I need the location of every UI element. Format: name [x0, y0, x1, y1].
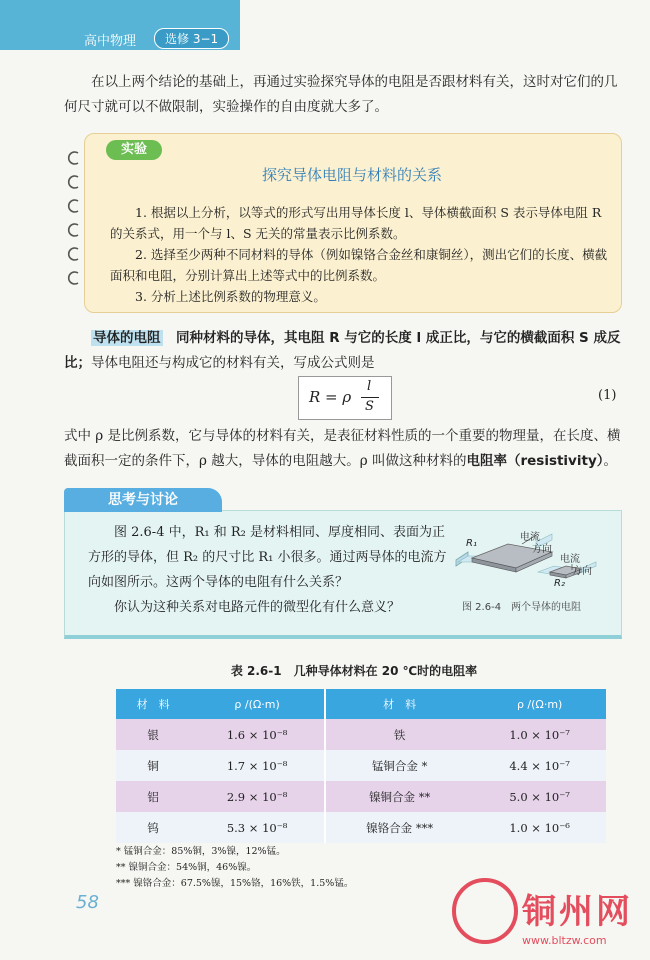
table-cell: 2.9 × 10⁻⁸: [190, 781, 325, 812]
experiment-step-2: 2. 选择至少两种不同材料的导体（例如镍铬合金丝和康铜丝），测出它们的长度、横截面积和电阻，分别计算出上述等式中的比例系数。: [110, 247, 608, 283]
page-number: 58: [76, 892, 99, 913]
table-footnotes: [116, 844, 353, 892]
resistivity-end: 。: [603, 453, 617, 469]
discussion-text: [88, 520, 448, 620]
watermark-name: 铜州网: [522, 892, 633, 932]
spiral-binding-icon: [64, 150, 82, 164]
watermark-logo-icon: [452, 878, 518, 944]
table-header: ρ /(Ω·m): [190, 689, 325, 719]
experiment-step-1: 1. 根据以上分析，以等式的形式写出用导体长度 l、导体横截面积 S 表示导体电阻 R 的关系式，用一个与 l、S 无关的常量表示比例系数。: [110, 205, 602, 241]
spiral-binding-icon: [64, 270, 82, 284]
table-caption: 表 2.6-1 几种导体材料在 20 ℃时的电阻率: [230, 664, 478, 678]
table-header: 材 料: [325, 689, 473, 719]
footnote: *** 镍铬合金：67.5%镍，15%铬，16%铁，1.5%锰。: [116, 878, 354, 889]
experiment-step-3: 3. 分析上述比例系数的物理意义。: [135, 289, 326, 304]
resistivity-text: 式中 ρ 是比例系数，它与导体的材料有关，是表征材料性质的一个重要的物理量，在长度、横截面积一定的条件下，ρ 越大，导体的电阻越大。ρ 叫做这种材料的: [64, 428, 621, 469]
footnote: * 锰铜合金：85%铜，3%镍，12%锰。: [116, 846, 286, 857]
table-row: [116, 750, 606, 781]
table-cell: 镍铜合金 **: [325, 781, 473, 812]
figure-caption: 图 2.6-4 两个导体的电阻: [462, 602, 582, 613]
volume-badge: 选修 3−1: [154, 28, 229, 49]
table-cell: 1.0 × 10⁻⁶: [473, 812, 606, 843]
formula-numerator: l: [367, 379, 372, 394]
figure-label-r1: R₁: [466, 538, 477, 549]
fraction-bar: [361, 397, 379, 398]
spiral-binding-icon: [64, 174, 82, 188]
table-cell: 1.6 × 10⁻⁸: [190, 719, 325, 750]
table-cell: 5.3 × 10⁻⁸: [190, 812, 325, 843]
table-header: 材 料: [116, 689, 190, 719]
footnote: ** 镍铜合金：54%铜，46%镍。: [116, 862, 257, 873]
figure-current-label-1: 电流: [520, 532, 540, 543]
table-cell: 铁: [325, 719, 473, 750]
table-row: [116, 812, 606, 843]
table-cell: 镍铬合金 ***: [325, 812, 473, 843]
discussion-badge: 思考与讨论: [64, 488, 222, 512]
figure-direction-label-2: 方向: [572, 566, 592, 577]
table-cell: 4.4 × 10⁻⁷: [473, 750, 606, 781]
book-title: 高中物理: [84, 34, 137, 49]
resistance-body-b: 导体电阻还与构成它的材料有关，写成公式则是: [91, 355, 375, 371]
spiral-binding-icon: [64, 246, 82, 260]
resistance-term: 导体的电阻: [93, 330, 161, 346]
discussion-question-1: 图 2.6-4 中，R₁ 和 R₂ 是材料相同、厚度相同、表面为正方形的导体，但 R₂ 的尺寸比 R₁ 小很多。通过两导体的电流方向如图所示。这两个导体的电阻有什么关系？: [88, 525, 447, 590]
resistivity-paragraph: [64, 424, 630, 474]
experiment-badge: 实验: [106, 140, 162, 160]
spiral-binding-icon: [64, 222, 82, 236]
resistivity-table: [116, 689, 606, 843]
table-cell: 银: [116, 719, 190, 750]
table-header: ρ /(Ω·m): [473, 689, 606, 719]
intro-paragraph: 在以上两个结论的基础上，再通过实验探究导体的电阻是否跟材料有关，这时对它们的几何尺寸就可以不做限制，实验操作的自由度就大多了。: [64, 74, 618, 115]
discussion-question-2: 你认为这种关系对电路元件的微型化有什么意义？: [114, 600, 401, 615]
table-cell: 钨: [116, 812, 190, 843]
experiment-title: 探究导体电阻与材料的关系: [261, 166, 442, 184]
table-cell: 1.0 × 10⁻⁷: [473, 719, 606, 750]
resistance-body-a: 同种材料的导体，其电阻 R 与它的长度 l 成正比，与它的横截面积 S 成反比；: [64, 330, 621, 371]
table-header-row: [116, 689, 606, 719]
table-row: [116, 781, 606, 812]
watermark-url: www.bltzw.com: [522, 934, 607, 947]
formula-box: [298, 376, 392, 420]
figure-label-r2: R₂: [554, 578, 565, 589]
figure-direction-label-1: 方向: [532, 544, 552, 555]
table-cell: 锰铜合金 *: [325, 750, 473, 781]
table-cell: 铜: [116, 750, 190, 781]
resistivity-term: 电阻率（resistivity）: [466, 453, 604, 469]
table-cell: 1.7 × 10⁻⁸: [190, 750, 325, 781]
table-cell: 铝: [116, 781, 190, 812]
resistance-paragraph: [64, 326, 624, 376]
table-cell: 5.0 × 10⁻⁷: [473, 781, 606, 812]
experiment-steps: [110, 202, 610, 307]
figure-current-label-2: 电流: [560, 554, 580, 565]
formula-denominator: S: [365, 399, 374, 414]
formula-lhs: R = ρ: [309, 388, 352, 406]
equation-number: (1): [598, 388, 617, 403]
spiral-binding-icon: [64, 198, 82, 212]
table-row: [116, 719, 606, 750]
